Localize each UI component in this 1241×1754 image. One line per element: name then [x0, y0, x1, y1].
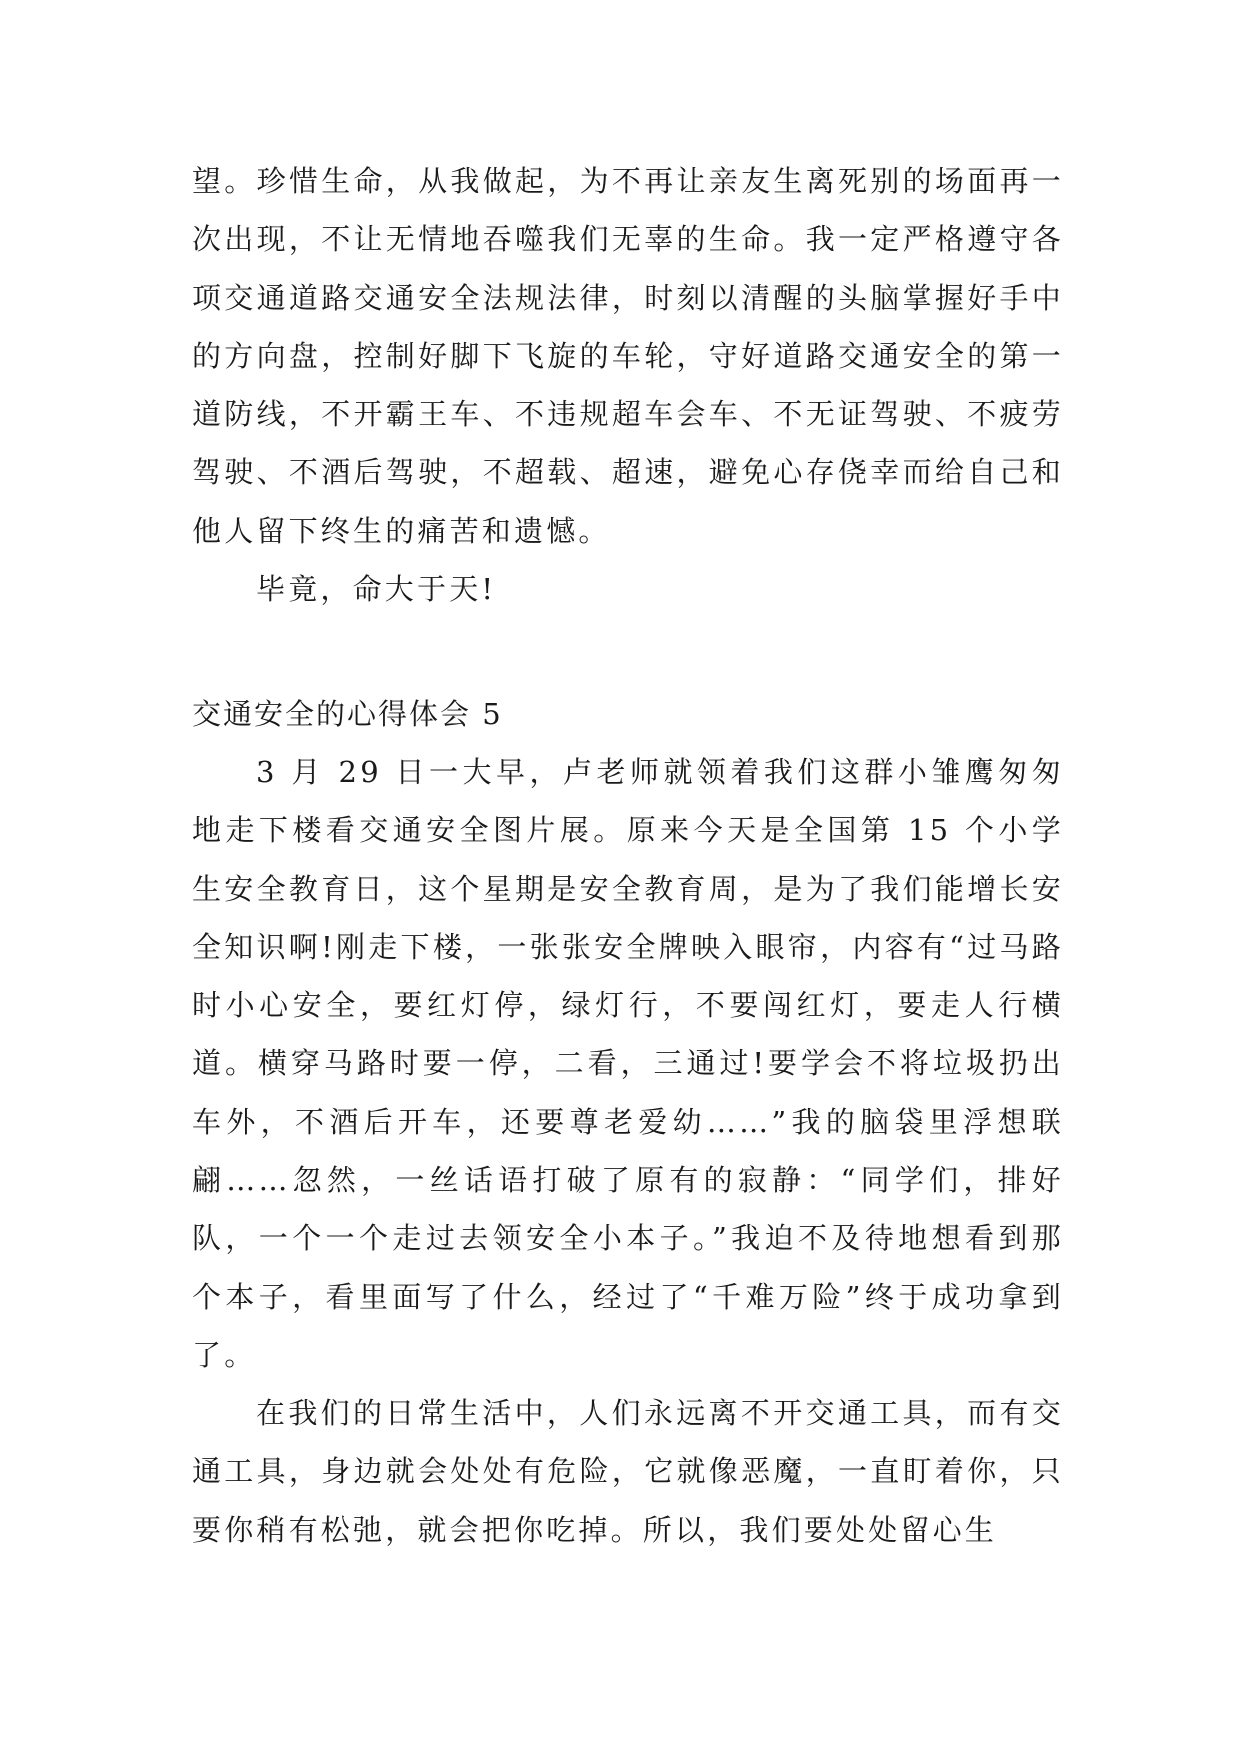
- paragraph-daily-life: 在我们的日常生活中，人们永远离不开交通工具，而有交通工具，身边就会处处有危险，它就像恶魔，一直盯着你，只要你稍有松弛，就会把你吃掉。所以，我们要处处留心生: [192, 1396, 1064, 1547]
- paragraph-story: 3 月 29 日一大早，卢老师就领着我们这群小雏鹰匆匆地走下楼看交通安全图片展。原来今天是全国第 15 个小学生安全教育日，这个星期是安全教育周，是为了我们能增长安全知识啊!刚走下楼，一张张安全牌映入眼帘，内容有“过马路时小心安全，要红灯停，绿灯行，不要闯红灯，要走人行横道。横穿马路时要一停，二看，三通过!要学会不将垃圾扔出车外，不酒后开车，还要尊老爱幼……”我的脑袋里浮想联翩……忽然，一丝话语打破了原有的寂静：“同学们，排好队，一个一个走过去领安全小本子。”我迫不及待地想看到那个本子，看里面写了什么，经过了“千难万险”终于成功拿到了。: [192, 755, 1064, 1372]
- paragraph-conclusion: 毕竟，命大于天!: [256, 572, 497, 606]
- paragraph-continued: 望。珍惜生命，从我做起，为不再让亲友生离死别的场面再一次出现，不让无情地吞噬我们无辜的生命。我一定严格遵守各项交通道路交通安全法规法律，时刻以清醒的头脑掌握好手中的方向盘，控制好脚下飞旋的车轮，守好道路交通安全的第一道防线，不开霸王车、不违规超车会车、不无证驾驶、不疲劳驾驶、不酒后驾驶，不超载、超速，避免心存侥幸而给自己和他人留下终生的痛苦和遗憾。: [192, 164, 1064, 548]
- section-title: 交通安全的心得体会 5: [192, 697, 503, 731]
